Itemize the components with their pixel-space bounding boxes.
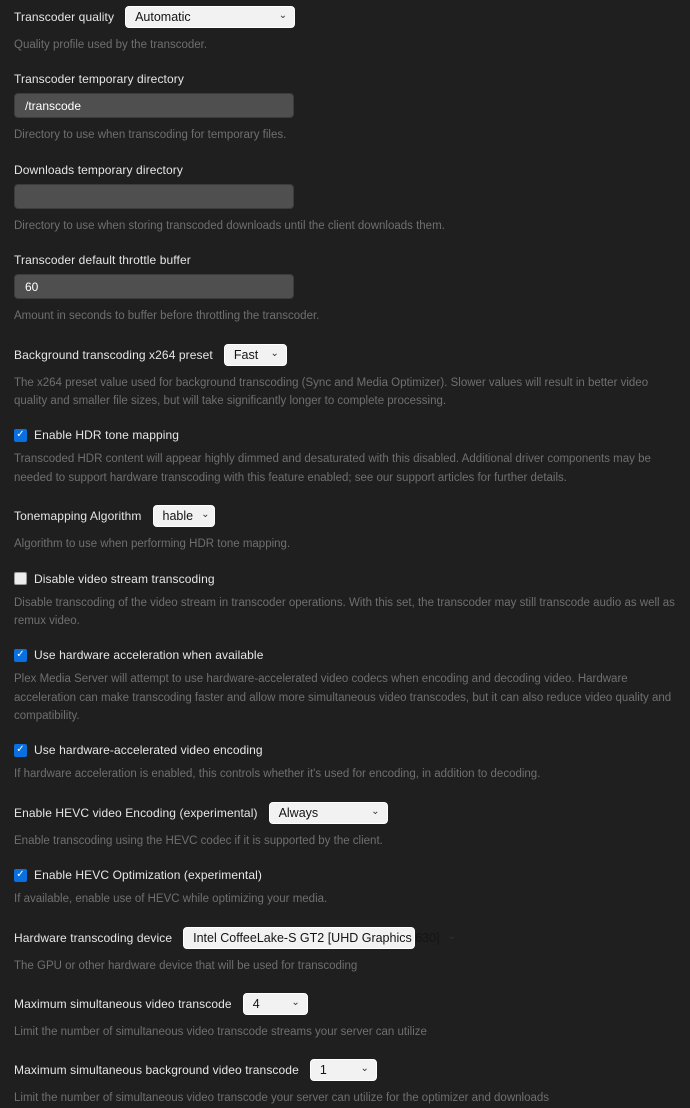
setting-hevc-optimization [14,868,676,908]
chevron-down-icon: ⌄ [270,347,279,359]
checkmark-icon: ✓ [16,429,25,441]
hevc-encoding-help: Enable transcoding using the HEVC codec if it is supported by the client. [14,834,383,847]
max-background-transcode-label: Maximum simultaneous background video transcode [14,1063,299,1078]
hw-acceleration-label: Use hardware acceleration when available [34,648,264,663]
max-background-transcode-value: 1 [319,1063,327,1078]
setting-transcoder-temp-directory [14,72,676,144]
tonemapping-algorithm-value: hable [162,509,194,524]
transcoder-quality-label: Transcoder quality [14,10,115,24]
transcoder-quality-value: Automatic [135,10,191,24]
downloads-temp-directory-label: Downloads temporary directory [14,162,183,177]
hevc-optimization-label: Enable HEVC Optimization (experimental) [34,868,262,883]
hw-transcoding-device-value: Intel CoffeeLake-S GT2 [UHD Graphics 630] [193,930,440,945]
hw-transcoding-device-help: The GPU or other hardware device that will be used for transcoding [14,959,358,972]
throttle-buffer-input[interactable] [14,274,294,299]
setting-max-video-transcode [14,993,676,1041]
tonemapping-algorithm-help: Algorithm to use when performing HDR tone mapping. [14,538,291,551]
chevron-down-icon: ⌄ [371,805,380,817]
transcoder-temp-directory-label: Transcoder temporary directory [14,72,184,87]
hevc-optimization-checkbox[interactable] [14,869,27,882]
setting-x264-preset [14,344,676,411]
tonemapping-algorithm-select[interactable] [153,505,215,527]
setting-hw-acceleration [14,648,676,725]
disable-video-stream-transcoding-help: Disable transcoding of the video stream in transcoder operations. With this set, the transcoder may still transcode audio as well as remux video. [14,596,675,627]
hdr-tone-mapping-checkbox[interactable] [14,429,27,442]
hdr-tone-mapping-label: Enable HDR tone mapping [34,428,180,443]
checkmark-icon: ✓ [16,744,25,756]
tonemapping-algorithm-label: Tonemapping Algorithm [14,509,142,524]
chevron-down-icon: ⌄ [291,997,300,1009]
throttle-buffer-help: Amount in seconds to buffer before throttling the transcoder. [14,310,320,323]
max-background-transcode-select[interactable] [310,1059,377,1081]
hw-video-encoding-help: If hardware acceleration is enabled, this controls whether it's used for encoding, in addition to decoding. [14,768,541,781]
downloads-temp-directory-input[interactable] [14,184,294,209]
transcoder-quality-select[interactable] [125,6,295,28]
x264-preset-label: Background transcoding x264 preset [14,347,213,362]
throttle-buffer-label: Transcoder default throttle buffer [14,253,191,268]
hevc-encoding-value: Always [278,805,319,820]
transcoder-temp-directory-input[interactable] [14,93,294,118]
chevron-down-icon: ⌄ [360,1063,369,1075]
chevron-down-icon: ⌄ [278,10,288,21]
max-video-transcode-help: Limit the number of simultaneous video transcode streams your server can utilize [14,1026,427,1039]
hw-transcoding-device-select[interactable] [183,927,456,949]
hw-transcoding-device-label: Hardware transcoding device [14,930,173,945]
setting-hw-video-encoding [14,743,676,783]
transcoder-quality-help: Quality profile used by the transcoder. [14,39,208,51]
setting-transcoder-quality [14,6,676,54]
max-video-transcode-value: 4 [252,997,260,1012]
max-background-transcode-help: Limit the number of simultaneous video transcode your server can utilize for the optimizer and downloads [14,1092,550,1105]
x264-preset-value: Fast [233,347,259,362]
hw-acceleration-help: Plex Media Server will attempt to use hardware-accelerated video codecs when encoding and decoding video. Hardware acceleration can make transcoding faster and allow more simultaneous video transcodes, but it can also reduce video quality and compatibility. [14,673,672,723]
checkmark-icon: ✓ [16,649,25,661]
hevc-optimization-help: If available, enable use of HEVC while optimizing your media. [14,893,328,906]
downloads-temp-directory-help: Directory to use when storing transcoded downloads until the client downloads them. [14,219,445,232]
transcoder-temp-directory-help: Directory to use when transcoding for temporary files. [14,129,287,142]
hdr-tone-mapping-help: Transcoded HDR content will appear highly dimmed and desaturated with this disabled. Additional driver components may be needed to support hardware transcoding with this feature enabled; see our support articles for further details. [14,453,651,484]
hevc-encoding-select[interactable] [269,802,388,824]
setting-hevc-encoding [14,802,676,850]
hw-video-encoding-checkbox[interactable] [14,744,27,757]
hevc-encoding-label: Enable HEVC video Encoding (experimental) [14,805,258,820]
hw-acceleration-checkbox[interactable] [14,649,27,662]
chevron-down-icon: ⌄ [447,930,456,942]
setting-throttle-buffer [14,253,676,325]
setting-hw-transcoding-device [14,927,676,975]
x264-preset-select[interactable] [224,344,287,366]
setting-tonemapping-algorithm [14,505,676,553]
hw-video-encoding-label: Use hardware-accelerated video encoding [34,743,263,758]
setting-max-background-transcode [14,1059,676,1107]
checkmark-icon: ✓ [16,869,25,881]
chevron-down-icon: ⌄ [201,509,210,521]
max-video-transcode-label: Maximum simultaneous video transcode [14,997,232,1012]
setting-downloads-temp-directory [14,163,676,235]
setting-hdr-tone-mapping [14,428,676,487]
x264-preset-help: The x264 preset value used for background transcoding (Sync and Media Optimizer). Slower values will result in better video quality and smaller file sizes, but will take significantly longer to complete processing. [14,376,649,407]
max-video-transcode-select[interactable] [243,993,308,1015]
disable-video-stream-transcoding-checkbox[interactable] [14,572,27,585]
setting-disable-video-stream-transcoding [14,572,676,631]
disable-video-stream-transcoding-label: Disable video stream transcoding [34,571,215,586]
